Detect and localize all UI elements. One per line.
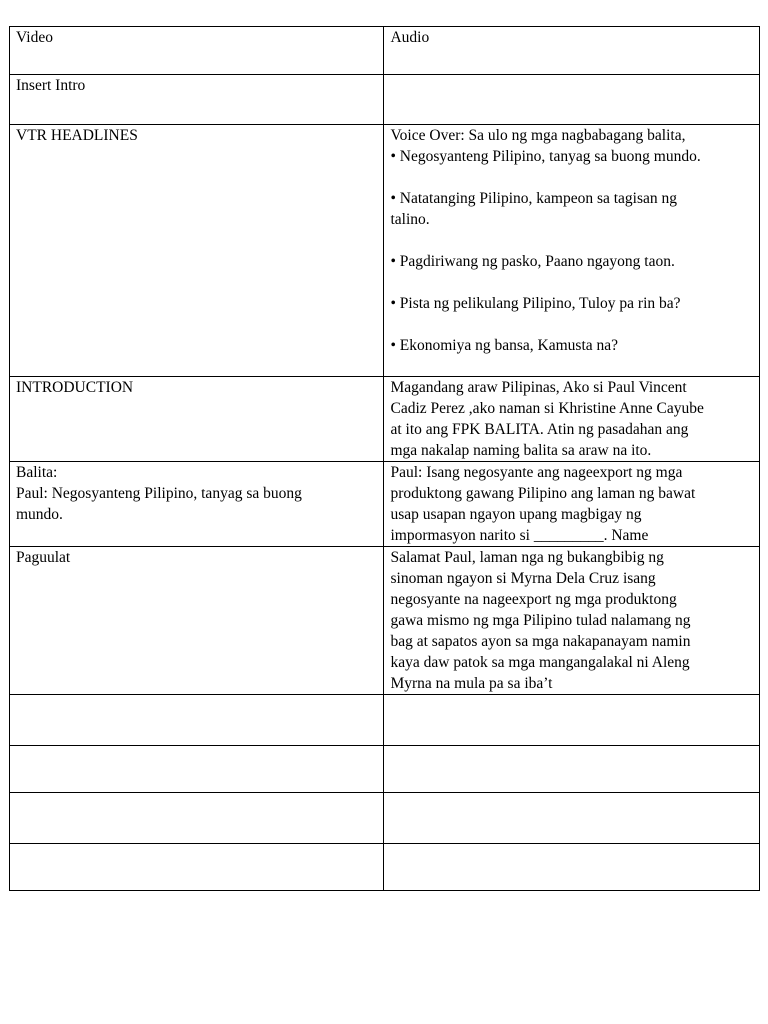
headline-item: • Ekonomiya ng bansa, Kamusta na? bbox=[390, 337, 619, 354]
paguulat-line: Myrna na mula pa sa iba’t bbox=[390, 675, 553, 692]
balita-audio-cell bbox=[384, 462, 760, 547]
empty-row bbox=[10, 793, 760, 844]
balita-video-cell bbox=[10, 462, 384, 547]
balita-row bbox=[10, 462, 760, 547]
spacer bbox=[390, 167, 753, 188]
paguulat-line: gawa mismo ng mga Pilipino tulad nalamang ng bbox=[390, 612, 691, 629]
balita-video-line: mundo. bbox=[16, 506, 63, 523]
script-table bbox=[9, 26, 760, 891]
empty-audio-cell bbox=[384, 793, 760, 844]
introduction-audio-cell bbox=[384, 377, 760, 462]
introduction-line: mga nakalap naming balita sa araw na ito. bbox=[390, 442, 652, 459]
paguulat-row bbox=[10, 547, 760, 695]
paguulat-audio-cell bbox=[384, 547, 760, 695]
balita-audio-line: Paul: Isang negosyante ang nageexport ng mga bbox=[390, 464, 683, 481]
headline-item: • Natatanging Pilipino, kampeon sa tagisan ng bbox=[390, 190, 678, 207]
empty-video-cell bbox=[10, 844, 384, 891]
empty-row bbox=[10, 844, 760, 891]
headlines-audio-cell bbox=[384, 125, 760, 377]
paguulat-line: bag at sapatos ayon sa mga nakapanayam namin bbox=[390, 633, 691, 650]
balita-video-line: Paul: Negosyanteng Pilipino, tanyag sa buong bbox=[16, 485, 302, 502]
paguulat-line: Salamat Paul, laman nga ng bukangbibig ng bbox=[390, 549, 664, 566]
header-row bbox=[10, 27, 760, 75]
empty-audio-cell bbox=[384, 695, 760, 746]
introduction-video-cell bbox=[10, 377, 384, 462]
empty-audio-cell bbox=[384, 844, 760, 891]
video-header: Video bbox=[16, 29, 53, 46]
header-video-cell bbox=[10, 27, 384, 75]
intro-row bbox=[10, 75, 760, 125]
paguulat-video-cell bbox=[10, 547, 384, 695]
spacer bbox=[390, 272, 753, 293]
headline-item-continued: talino. bbox=[390, 211, 430, 228]
paguulat-line: kaya daw patok sa mga mangangalakal ni Aleng bbox=[390, 654, 690, 671]
intro-audio-cell bbox=[384, 75, 760, 125]
introduction-row bbox=[10, 377, 760, 462]
introduction-line: Cadiz Perez ,ako naman si Khristine Anne Cayube bbox=[390, 400, 704, 417]
paguulat-line: negosyante na nageexport ng mga produktong bbox=[390, 591, 677, 608]
headline-item: • Negosyanteng Pilipino, tanyag sa buong mundo. bbox=[390, 148, 701, 165]
paguulat-line: sinoman ngayon si Myrna Dela Cruz isang bbox=[390, 570, 656, 587]
introduction-line: Magandang araw Pilipinas, Ako si Paul Vincent bbox=[390, 379, 687, 396]
spacer bbox=[390, 230, 753, 251]
headlines-video-text: VTR HEADLINES bbox=[16, 127, 138, 144]
paguulat-video-text: Paguulat bbox=[16, 549, 71, 566]
headlines-video-cell bbox=[10, 125, 384, 377]
headline-item: • Pagdiriwang ng pasko, Paano ngayong taon. bbox=[390, 253, 675, 270]
intro-video-text: Insert Intro bbox=[16, 77, 86, 94]
empty-row bbox=[10, 746, 760, 793]
headlines-lead: Voice Over: Sa ulo ng mga nagbabagang balita, bbox=[390, 127, 686, 144]
introduction-video-text: INTRODUCTION bbox=[16, 379, 134, 396]
empty-video-cell bbox=[10, 695, 384, 746]
introduction-line: at ito ang FPK BALITA. Atin ng pasadahan ang bbox=[390, 421, 689, 438]
empty-audio-cell bbox=[384, 746, 760, 793]
headlines-row bbox=[10, 125, 760, 377]
empty-row bbox=[10, 695, 760, 746]
balita-audio-line: impormasyon narito si _________. Name bbox=[390, 527, 649, 544]
empty-video-cell bbox=[10, 793, 384, 844]
balita-audio-line: produktong gawang Pilipino ang laman ng bawat bbox=[390, 485, 696, 502]
header-audio-cell bbox=[384, 27, 760, 75]
empty-video-cell bbox=[10, 746, 384, 793]
intro-video-cell bbox=[10, 75, 384, 125]
audio-header: Audio bbox=[390, 29, 430, 46]
headline-item: • Pista ng pelikulang Pilipino, Tuloy pa rin ba? bbox=[390, 295, 681, 312]
balita-video-line: Balita: bbox=[16, 464, 58, 481]
balita-audio-line: usap usapan ngayon upang magbigay ng bbox=[390, 506, 642, 523]
spacer bbox=[390, 314, 753, 335]
